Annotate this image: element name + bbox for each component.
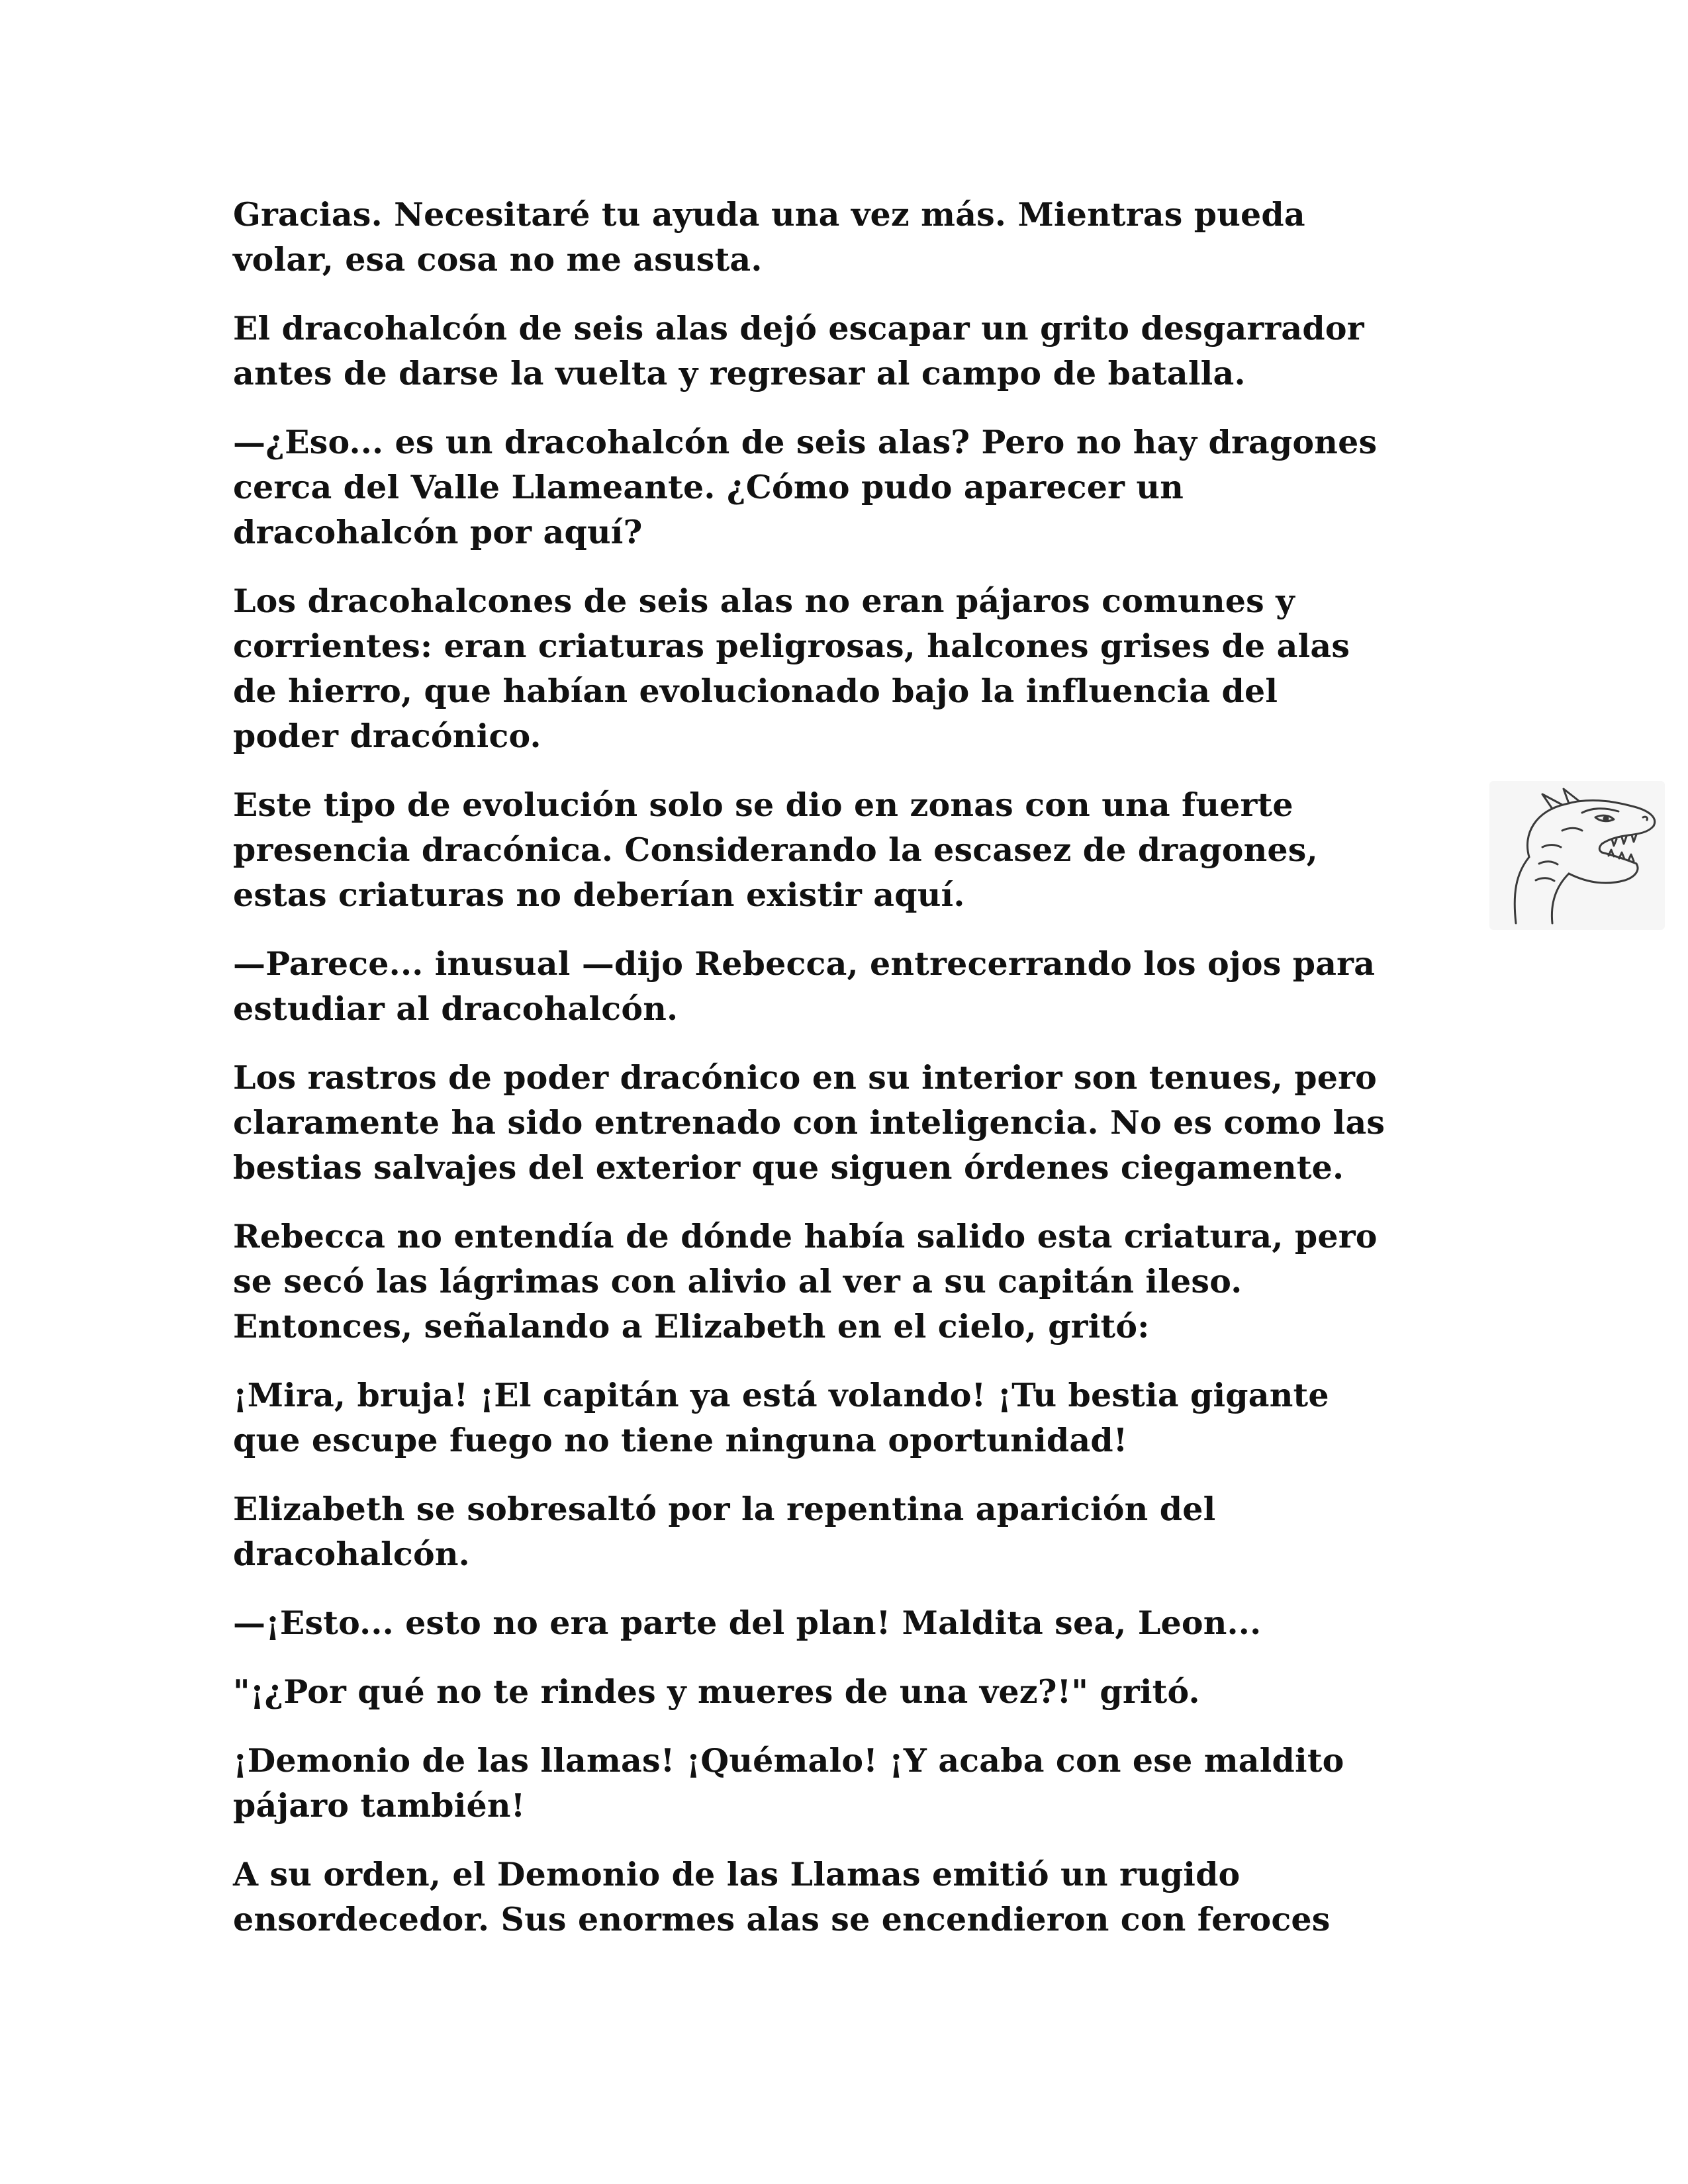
paragraph: ¡Demonio de las llamas! ¡Quémalo! ¡Y acaba con ese maldito pájaro también! [233, 1741, 1344, 1825]
paragraph: —¡Esto... esto no era parte del plan! Maldita sea, Leon... [233, 1604, 1262, 1642]
paragraph: Los dracohalcones de seis alas no eran pájaros comunes y corrientes: eran criaturas peligrosas, halcones grises de alas de hierro, que habían evolucionado bajo la influencia del poder dracónico. [233, 582, 1350, 755]
paragraph: El dracohalcón de seis alas dejó escapar un grito desgarrador antes de darse la vuelta y regresar al campo de batalla. [233, 309, 1364, 392]
paragraph: Los rastros de poder dracónico en su interior son tenues, pero claramente ha sido entrenado con inteligencia. No es como las bestias salvajes del exterior que siguen órdenes ciegamente. [233, 1058, 1385, 1187]
paragraph: Rebecca no entendía de dónde había salido esta criatura, pero se secó las lágrimas con alivio al ver a su capitán ileso. Entonces, señalando a Elizabeth en el cielo, gritó: [233, 1217, 1378, 1345]
paragraph: —¿Eso... es un dracohalcón de seis alas? Pero no hay dragones cerca del Valle Llameante. ¿Cómo pudo aparecer un dracohalcón por aquí? [233, 423, 1378, 551]
paragraph: Gracias. Necesitaré tu ayuda una vez más. Mientras pueda volar, esa cosa no me asusta. [233, 195, 1305, 279]
paragraph: —Parece... inusual —dijo Rebecca, entrecerrando los ojos para estudiar al dracohalcón. [233, 944, 1376, 1028]
dragon-head-icon [1489, 781, 1665, 930]
paragraph: "¡¿Por qué no te rindes y mueres de una vez?!" gritó. [233, 1672, 1200, 1711]
paragraph: A su orden, el Demonio de las Llamas emitió un rugido ensordecedor. Sus enormes alas se encendieron con feroces [233, 1855, 1331, 1938]
body-text [233, 192, 1458, 1966]
paragraph: Elizabeth se sobresaltó por la repentina aparición del dracohalcón. [233, 1490, 1216, 1573]
paragraph: ¡Mira, bruja! ¡El capitán ya está volando! ¡Tu bestia gigante que escupe fuego no tiene ninguna oportunidad! [233, 1376, 1329, 1459]
paragraph: Este tipo de evolución solo se dio en zonas con una fuerte presencia dracónica. Considerando la escasez de dragones, estas criaturas no deberían existir aquí. [233, 786, 1318, 914]
